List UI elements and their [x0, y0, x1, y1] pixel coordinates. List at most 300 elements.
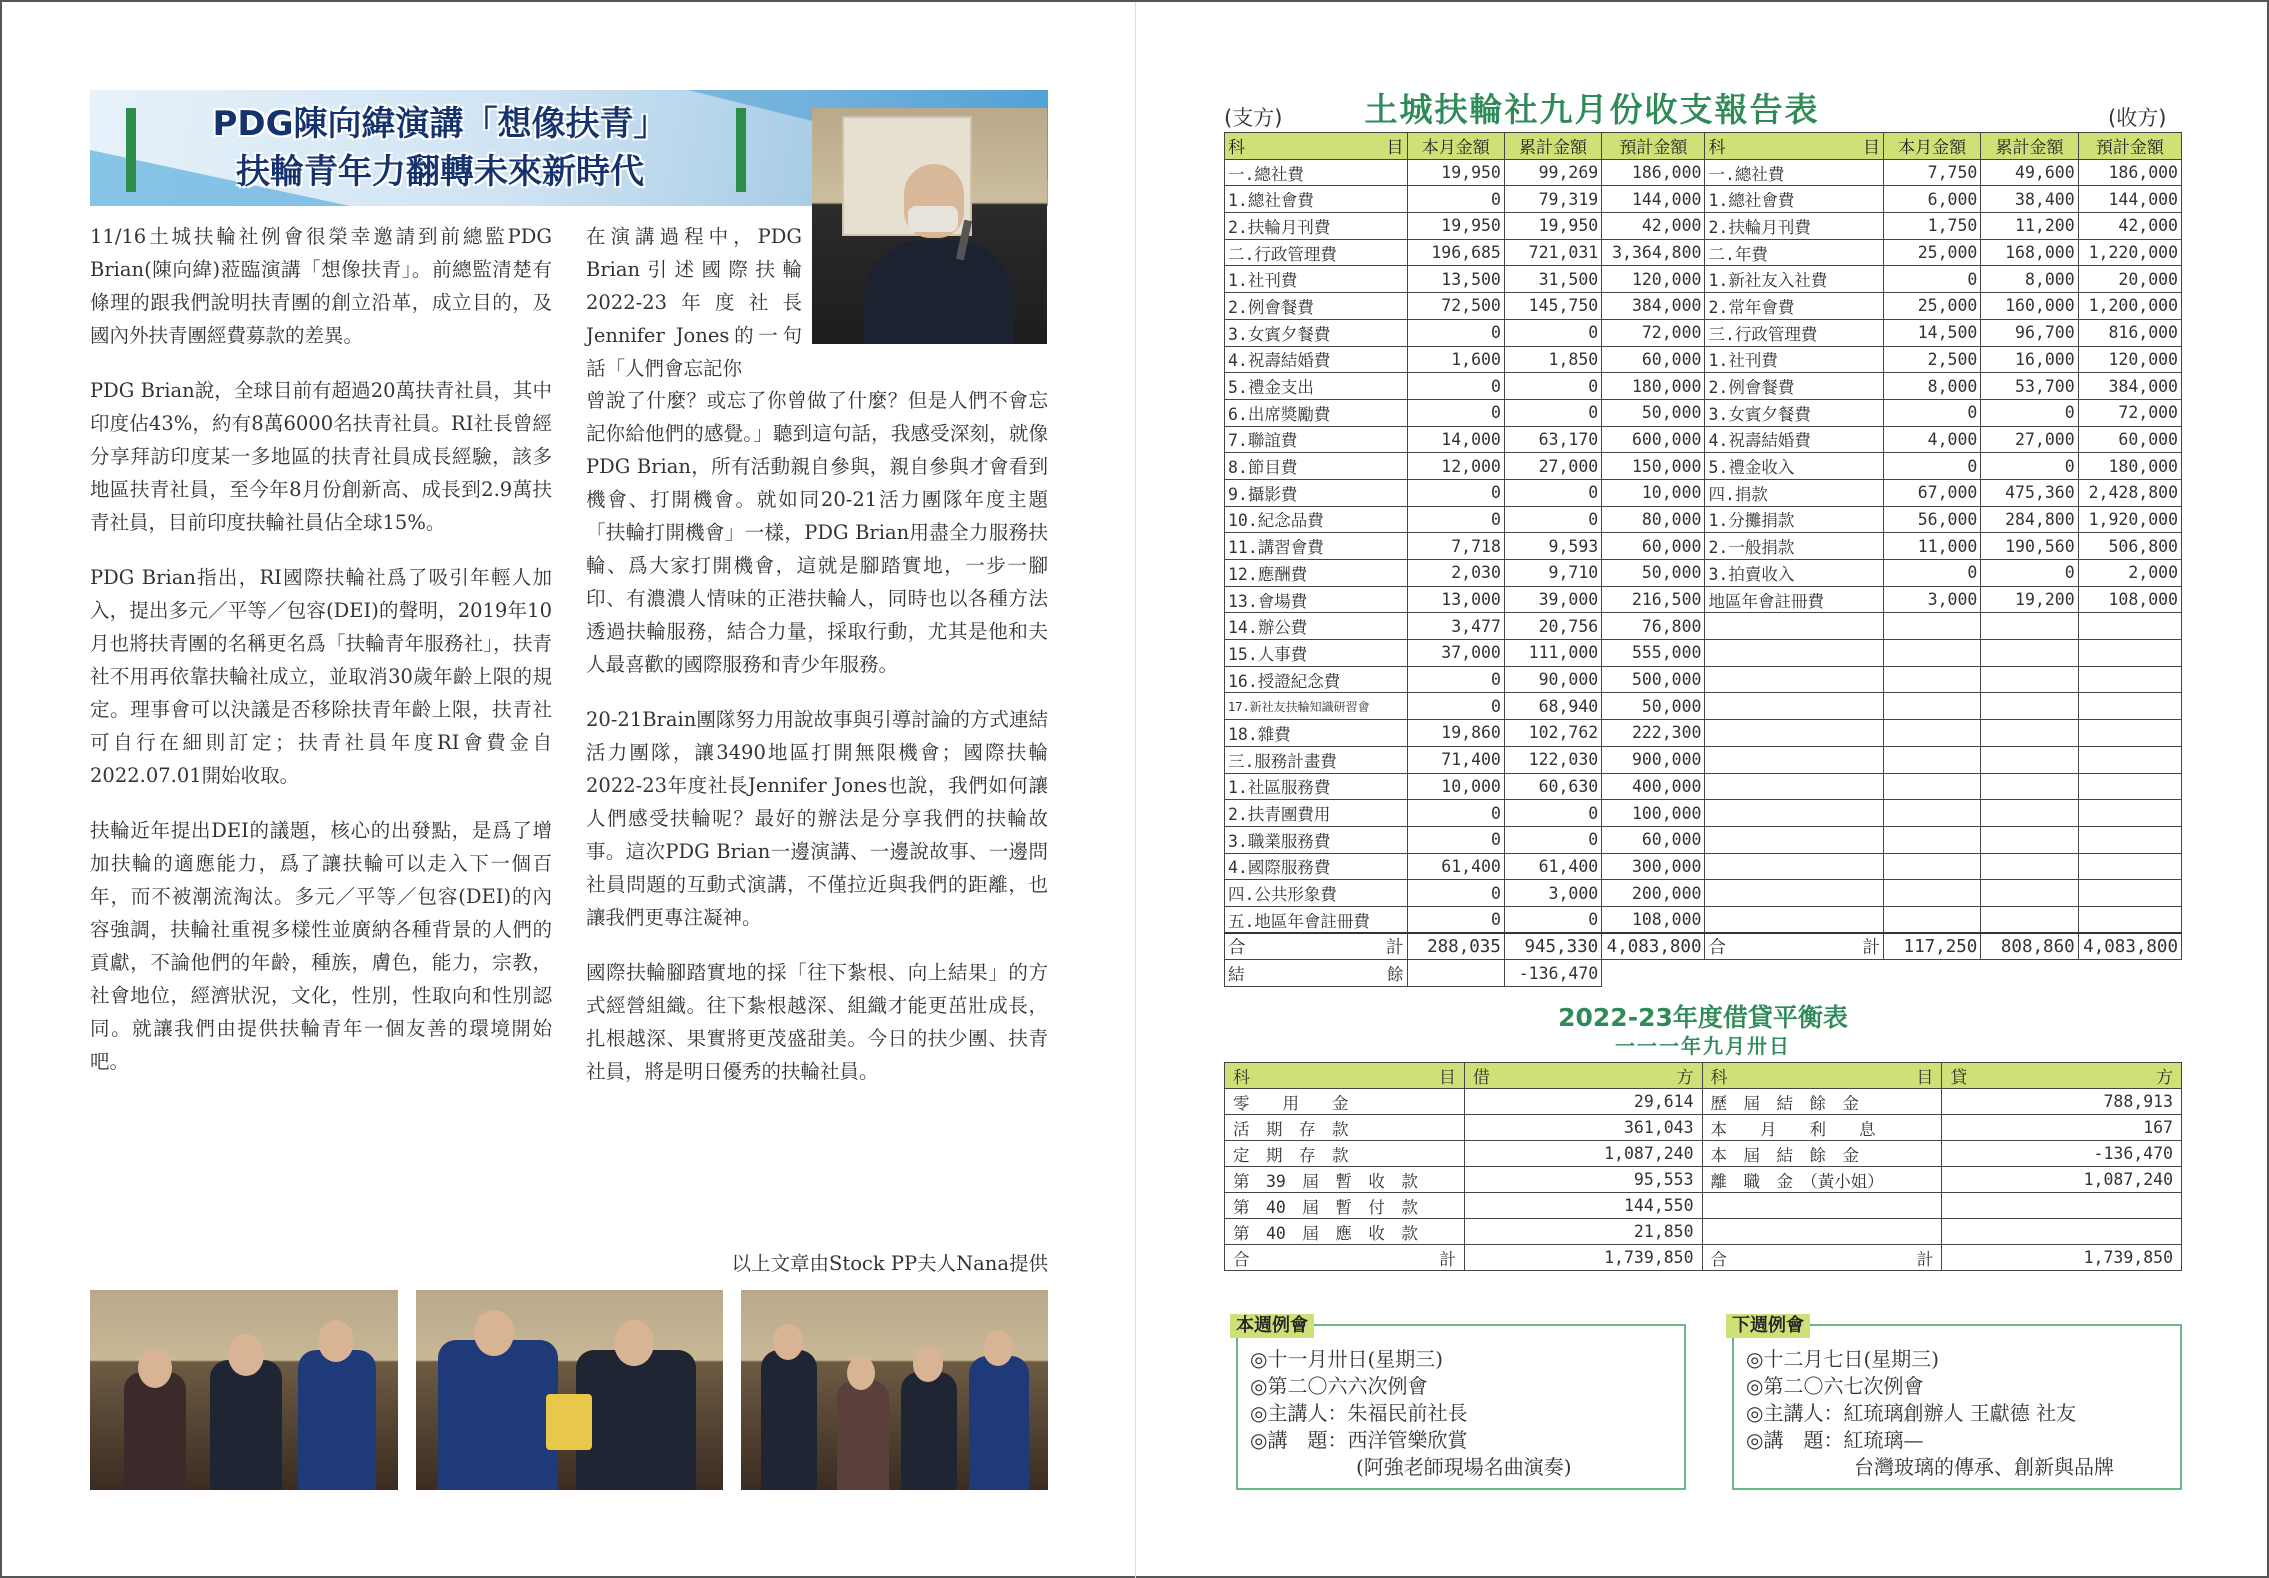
report-amount: 1,850: [1504, 346, 1601, 373]
report-amount: 90,000: [1504, 666, 1601, 693]
report-item-label: 2.例會餐費: [1705, 373, 1883, 400]
report-amount: 61,400: [1504, 853, 1601, 880]
article-title: [150, 100, 730, 196]
report-amount: 122,030: [1504, 746, 1601, 773]
header-credit-b: 方: [2156, 1068, 2173, 1088]
report-amount: 27,000: [1981, 426, 2078, 453]
header-subject-a: 科: [1710, 1068, 1728, 1088]
report-amount: 721,031: [1504, 239, 1601, 266]
report-amount: 102,762: [1504, 720, 1601, 747]
report-amount: 186,000: [1602, 159, 1705, 186]
report-amount: 111,000: [1504, 640, 1601, 667]
report-amount: 61,400: [1407, 853, 1504, 880]
report-item-label: 2.扶輪月刊費: [1705, 213, 1883, 240]
report-item-label: 6.出席獎勵費: [1225, 399, 1408, 426]
report-amount: 2,428,800: [2078, 479, 2181, 506]
article-title-line1: PDG陳向緯演講「想像扶青」: [212, 104, 668, 144]
report-row: [1225, 239, 2182, 266]
report-amount: 3,477: [1407, 613, 1504, 640]
report-row: [1225, 399, 2182, 426]
balance-amount: 788,913: [1942, 1089, 2182, 1115]
report-amount: [2078, 800, 2181, 827]
header-subject-a: 科: [1708, 138, 1726, 159]
event-photo-3: [741, 1290, 1048, 1490]
report-amount: [1883, 720, 1980, 747]
report-row: [1225, 613, 2182, 640]
balance-item-label: 本 月 利 息: [1702, 1115, 1942, 1141]
report-amount: 72,500: [1407, 293, 1504, 320]
header-subject-a: 科: [1228, 138, 1245, 159]
header-subject: [1705, 133, 1883, 160]
balance-amount: [1942, 1193, 2182, 1219]
report-amount: [1981, 906, 2078, 933]
report-amount: 49,600: [1981, 159, 2078, 186]
total-label-b: 計: [1439, 1249, 1456, 1269]
report-item-label: 1.社刊費: [1225, 266, 1408, 293]
balance-total-row: [1225, 1245, 2182, 1271]
report-amount: 168,000: [1981, 239, 2078, 266]
report-amount: 80,000: [1602, 506, 1705, 533]
report-amount: 506,800: [2078, 533, 2181, 560]
empty-cell: [1981, 960, 2078, 987]
report-amount: 180,000: [1602, 373, 1705, 400]
balance-item-label: 活 期 存 款: [1225, 1115, 1465, 1141]
report-amount: 100,000: [1602, 800, 1705, 827]
report-amount: 108,000: [1602, 906, 1705, 933]
report-item-label: 3.女賓夕餐費: [1705, 399, 1883, 426]
report-amount: [2078, 613, 2181, 640]
balance-row: [1225, 1115, 2182, 1141]
meeting-line: ◎十二月七日(星期三): [1746, 1347, 1940, 1371]
person-figure: [761, 1350, 817, 1490]
report-amount: [1981, 853, 2078, 880]
balance-item-label: 第 39 屆 暫 收 款: [1225, 1167, 1465, 1193]
report-item-label: [1705, 693, 1883, 720]
income-expense-table: [1224, 132, 2182, 987]
person-head: [773, 1324, 803, 1360]
article-paragraph: 在演講過程中，PDG Brian引述國際扶輪2022-23年度社長Jennifer Jones的一句話「人們會忘記你: [586, 225, 802, 380]
header-debit: [1464, 1063, 1702, 1089]
total-month-income: 117,250: [1883, 933, 1980, 960]
report-amount: 0: [1407, 319, 1504, 346]
report-item-label: [1705, 800, 1883, 827]
balance-sheet-title: 2022-23年度借貸平衡表: [1558, 1003, 1848, 1032]
report-item-label: 4.祝壽結婚費: [1705, 426, 1883, 453]
total-debit: 1,739,850: [1464, 1245, 1702, 1271]
report-row: [1225, 666, 2182, 693]
meeting-line: ◎講 題：西洋管樂欣賞: [1250, 1428, 1468, 1452]
report-amount: 0: [1504, 506, 1601, 533]
report-item-label: 18.雜費: [1225, 720, 1408, 747]
report-amount: [1981, 800, 2078, 827]
balance-item-label: [1702, 1193, 1942, 1219]
report-amount: 0: [1981, 560, 2078, 587]
report-item-label: 二.年費: [1705, 239, 1883, 266]
total-credit: 1,739,850: [1942, 1245, 2182, 1271]
table-header-row: [1225, 1063, 2182, 1089]
report-amount: 2,500: [1883, 346, 1980, 373]
report-amount: 145,750: [1504, 293, 1601, 320]
report-amount: 42,000: [1602, 213, 1705, 240]
report-amount: 60,000: [1602, 346, 1705, 373]
report-row: [1225, 186, 2182, 213]
report-item-label: 11.講習會費: [1225, 533, 1408, 560]
report-amount: 11,000: [1883, 533, 1980, 560]
report-row: [1225, 426, 2182, 453]
report-row: [1225, 213, 2182, 240]
report-amount: [2078, 880, 2181, 907]
report-row: [1225, 560, 2182, 587]
report-amount: 10,000: [1407, 773, 1504, 800]
report-amount: 190,560: [1981, 533, 2078, 560]
report-amount: 99,269: [1504, 159, 1601, 186]
report-amount: [1883, 800, 1980, 827]
header-month: 本月金額: [1407, 133, 1504, 160]
report-amount: 9,593: [1504, 533, 1601, 560]
report-amount: 50,000: [1602, 693, 1705, 720]
report-body: [1225, 159, 2182, 933]
report-amount: 96,700: [1981, 319, 2078, 346]
report-item-label: [1705, 666, 1883, 693]
report-amount: [1981, 720, 2078, 747]
report-amount: 144,000: [2078, 186, 2181, 213]
report-amount: 27,000: [1504, 453, 1601, 480]
report-item-label: 四.捐款: [1705, 479, 1883, 506]
report-amount: 1,200,000: [2078, 293, 2181, 320]
balance-amount: 21,850: [1464, 1219, 1702, 1245]
balance-amount: [1942, 1219, 2182, 1245]
person-figure: [210, 1360, 282, 1490]
report-amount: [2078, 906, 2181, 933]
report-amount: 500,000: [1602, 666, 1705, 693]
report-item-label: [1705, 826, 1883, 853]
report-item-label: 12.應酬費: [1225, 560, 1408, 587]
balance-amount: -136,470: [1942, 1141, 2182, 1167]
header-subject-b: 目: [1862, 138, 1880, 159]
meeting-line: ◎主講人：朱福民前社長: [1250, 1401, 1468, 1425]
report-amount: 8,000: [1883, 373, 1980, 400]
person-head: [228, 1334, 264, 1376]
report-row: [1225, 533, 2182, 560]
report-amount: 0: [1407, 506, 1504, 533]
total-label-b: 計: [1916, 1249, 1934, 1269]
report-amount: 600,000: [1602, 426, 1705, 453]
report-amount: 3,364,800: [1602, 239, 1705, 266]
report-amount: 1,920,000: [2078, 506, 2181, 533]
report-amount: 37,000: [1407, 640, 1504, 667]
report-amount: 13,000: [1407, 586, 1504, 613]
report-item-label: 1.總社會費: [1225, 186, 1408, 213]
report-amount: 60,000: [2078, 426, 2181, 453]
total-label-b: 計: [1862, 938, 1880, 959]
report-item-label: 3.職業服務費: [1225, 826, 1408, 853]
report-amount: 67,000: [1883, 479, 1980, 506]
report-amount: 79,319: [1504, 186, 1601, 213]
next-week-tag: 下週例會: [1726, 1314, 1810, 1338]
speaker-mask: [908, 206, 958, 232]
report-amount: 0: [1504, 826, 1601, 853]
report-amount: [1883, 826, 1980, 853]
header-subject-a: 科: [1233, 1068, 1250, 1088]
report-amount: 12,000: [1407, 453, 1504, 480]
report-amount: 7,718: [1407, 533, 1504, 560]
report-amount: 1,750: [1883, 213, 1980, 240]
report-amount: [1981, 666, 2078, 693]
balance-item-label: [1702, 1219, 1942, 1245]
report-row: [1225, 640, 2182, 667]
balance-row: [1225, 1167, 2182, 1193]
report-item-label: 3.拍賣收入: [1705, 560, 1883, 587]
table-header-row: [1225, 133, 2182, 160]
balance-sheet-table: [1224, 1062, 2182, 1271]
balance-label-b: 餘: [1387, 965, 1404, 985]
empty-cell: [1705, 960, 1883, 987]
report-amount: 120,000: [1602, 266, 1705, 293]
total-label: [1702, 1245, 1942, 1271]
article-paragraph: PDG Brian說，全球目前有超過20萬扶青社員，其中印度佔43%，約有8萬6000名扶青社員。RI社長曾經分享拜訪印度某一多地區的扶青社員成長經驗，該多地區扶青社員，至今年8月份創新高、成長到2.9萬扶青社員，目前印度扶輪社員佔全球15%。: [90, 379, 552, 534]
speaker-body: [864, 240, 1014, 344]
balance-value: -136,470: [1504, 960, 1601, 987]
report-amount: 400,000: [1602, 773, 1705, 800]
report-item-label: 13.會場費: [1225, 586, 1408, 613]
report-amount: [1883, 693, 1980, 720]
report-amount: 0: [1883, 266, 1980, 293]
article-column-right: [586, 384, 1048, 1110]
report-amount: 160,000: [1981, 293, 2078, 320]
report-item-label: [1705, 746, 1883, 773]
report-item-label: 三.服務計畫費: [1225, 746, 1408, 773]
speaker-photo: [812, 108, 1047, 344]
report-amount: 10,000: [1602, 479, 1705, 506]
report-amount: 475,360: [1981, 479, 2078, 506]
report-amount: 180,000: [2078, 453, 2181, 480]
report-amount: 1,220,000: [2078, 239, 2181, 266]
report-amount: [1883, 746, 1980, 773]
total-budget-income: 4,083,800: [2078, 933, 2181, 960]
total-cum-expense: 945,330: [1504, 933, 1601, 960]
report-amount: 3,000: [1504, 880, 1601, 907]
report-row: [1225, 373, 2182, 400]
report-item-label: 一.總社費: [1225, 159, 1408, 186]
report-item-label: 一.總社費: [1705, 159, 1883, 186]
report-amount: 42,000: [2078, 213, 2181, 240]
report-amount: 60,000: [1602, 533, 1705, 560]
report-amount: 16,000: [1981, 346, 2078, 373]
header-budget: 預計金額: [1602, 133, 1705, 160]
report-amount: 50,000: [1602, 560, 1705, 587]
report-row: [1225, 853, 2182, 880]
report-item-label: [1705, 906, 1883, 933]
report-row: [1225, 506, 2182, 533]
report-amount: [2078, 773, 2181, 800]
total-budget-expense: 4,083,800: [1602, 933, 1705, 960]
person-head: [318, 1320, 354, 1362]
person-head: [983, 1330, 1013, 1366]
report-amount: 384,000: [2078, 373, 2181, 400]
report-amount: 284,800: [1981, 506, 2078, 533]
report-item-label: 3.女賓夕餐費: [1225, 319, 1408, 346]
header-budget: 預計金額: [2078, 133, 2181, 160]
report-amount: 0: [1883, 399, 1980, 426]
report-amount: [1981, 746, 2078, 773]
debit-side-label: (支方): [1224, 106, 1283, 130]
report-amount: [2078, 746, 2181, 773]
meeting-line: ◎十一月卅日(星期三): [1250, 1347, 1444, 1371]
report-amount: 9,710: [1504, 560, 1601, 587]
report-item-label: 1.新社友入社費: [1705, 266, 1883, 293]
report-item-label: 10.紀念品費: [1225, 506, 1408, 533]
balance-amount: 361,043: [1464, 1115, 1702, 1141]
person-figure: [438, 1340, 558, 1490]
report-item-label: 四.公共形象費: [1225, 880, 1408, 907]
report-amount: 222,300: [1602, 720, 1705, 747]
header-subject-b: 目: [1438, 1068, 1456, 1088]
report-amount: 25,000: [1883, 293, 1980, 320]
banner-bar-right: [736, 108, 746, 192]
report-amount: 186,000: [2078, 159, 2181, 186]
person-figure: [837, 1380, 889, 1490]
person-figure: [969, 1356, 1029, 1490]
report-amount: 4,000: [1883, 426, 1980, 453]
article-column-left: [90, 220, 552, 1100]
report-item-label: 2.扶青團費用: [1225, 800, 1408, 827]
report-amount: 71,400: [1407, 746, 1504, 773]
header-subject: [1702, 1063, 1942, 1089]
report-total-row: [1225, 933, 2182, 960]
balance-item-label: 第 40 屆 暫 付 款: [1225, 1193, 1465, 1219]
meeting-line: ◎講 題：紅琉璃—: [1746, 1428, 1924, 1452]
report-amount: [1981, 826, 2078, 853]
report-amount: 38,400: [1981, 186, 2078, 213]
report-amount: 50,000: [1602, 399, 1705, 426]
balance-item-label: 離 職 金 （黃小姐）: [1702, 1167, 1942, 1193]
report-amount: [1981, 693, 2078, 720]
report-balance-row: [1225, 960, 2182, 987]
total-label-a: 合: [1710, 1249, 1728, 1269]
report-amount: 216,500: [1602, 586, 1705, 613]
report-amount: 14,000: [1407, 426, 1504, 453]
report-row: [1225, 159, 2182, 186]
balance-amount: 95,553: [1464, 1167, 1702, 1193]
person-figure: [901, 1372, 957, 1490]
report-item-label: 五.地區年會註冊費: [1225, 906, 1408, 933]
report-amount: [2078, 693, 2181, 720]
report-amount: [2078, 853, 2181, 880]
report-amount: 39,000: [1504, 586, 1601, 613]
report-amount: 60,630: [1504, 773, 1601, 800]
report-amount: [1883, 853, 1980, 880]
report-amount: 2,000: [2078, 560, 2181, 587]
report-amount: 76,800: [1602, 613, 1705, 640]
balance-item-label: 本 屆 結 餘 金: [1702, 1141, 1942, 1167]
pennant: [546, 1394, 592, 1450]
total-label-a: 合: [1228, 938, 1246, 959]
total-month-expense: 288,035: [1407, 933, 1504, 960]
report-row: [1225, 800, 2182, 827]
report-amount: 300,000: [1602, 853, 1705, 880]
report-item-label: [1705, 853, 1883, 880]
empty-cell: [1407, 960, 1504, 987]
report-amount: [1981, 880, 2078, 907]
empty-cell: [1602, 960, 1705, 987]
report-row: [1225, 826, 2182, 853]
report-amount: [1883, 666, 1980, 693]
balance-row: [1225, 1219, 2182, 1245]
report-row: [1225, 746, 2182, 773]
total-label-a: 合: [1233, 1249, 1250, 1269]
report-amount: 0: [1504, 906, 1601, 933]
report-item-label: 4.國際服務費: [1225, 853, 1408, 880]
report-amount: 68,940: [1504, 693, 1601, 720]
balance-row: [1225, 1193, 2182, 1219]
report-item-label: 1.總社會費: [1705, 186, 1883, 213]
total-label-b: 計: [1386, 938, 1404, 959]
report-row: [1225, 906, 2182, 933]
report-amount: 19,860: [1407, 720, 1504, 747]
report-amount: [1883, 613, 1980, 640]
report-row: [1225, 720, 2182, 747]
report-amount: [2078, 720, 2181, 747]
event-photo-1: [90, 1290, 398, 1490]
report-amount: 8,000: [1981, 266, 2078, 293]
balance-row: [1225, 1141, 2182, 1167]
report-item-label: 4.祝壽結婚費: [1225, 346, 1408, 373]
person-figure: [298, 1350, 376, 1490]
article-paragraph: 20-21Brain團隊努力用說故事與引導討論的方式連結活力團隊，讓3490地區打開無限機會；國際扶輪2022-23年度社長Jennifer Jones也說，我們如何讓人們感受扶輪呢？最好的辦法是分享我們的扶輪故事。這次PDG Brian一邊演講、一邊說故事、一邊問社員問題的互動式演講，不僅拉近與我們的距離，也讓我們更專注凝神。: [586, 708, 1048, 929]
balance-amount: 1,087,240: [1942, 1167, 2182, 1193]
report-item-label: 17.新社友扶輪知識研習會: [1225, 693, 1408, 720]
report-item-label: 1.社刊費: [1705, 346, 1883, 373]
report-amount: 19,200: [1981, 586, 2078, 613]
report-row: [1225, 586, 2182, 613]
report-item-label: 5.禮金支出: [1225, 373, 1408, 400]
balance-label-a: 結: [1228, 965, 1245, 985]
report-row: [1225, 479, 2182, 506]
report-amount: 11,200: [1981, 213, 2078, 240]
report-amount: 6,000: [1883, 186, 1980, 213]
report-item-label: 5.禮金收入: [1705, 453, 1883, 480]
balance-item-label: 歷 屆 結 餘 金: [1702, 1089, 1942, 1115]
report-amount: 1,600: [1407, 346, 1504, 373]
report-amount: 384,000: [1602, 293, 1705, 320]
balance-item-label: 零 用 金: [1225, 1089, 1465, 1115]
report-amount: 14,500: [1883, 319, 1980, 346]
report-amount: 120,000: [2078, 346, 2181, 373]
meeting-line: ◎第二〇六七次例會: [1746, 1374, 1924, 1398]
header-subject-b: 目: [1386, 138, 1404, 159]
report-amount: [1981, 613, 2078, 640]
report-amount: 56,000: [1883, 506, 1980, 533]
article-column-right-top: [586, 220, 802, 385]
report-amount: 108,000: [2078, 586, 2181, 613]
article-paragraph: 11/16土城扶輪社例會很榮幸邀請到前總監PDG Brian(陳向緯)蒞臨演講「想像扶青」。前總監清楚有條理的跟我們說明扶青團的創立沿革，成立目的，及國內外扶青團經費募款的差異。: [90, 225, 552, 347]
balance-label: [1225, 960, 1408, 987]
report-amount: 2,030: [1407, 560, 1504, 587]
person-head: [847, 1356, 875, 1390]
report-amount: 0: [1504, 319, 1601, 346]
report-amount: 19,950: [1504, 213, 1601, 240]
header-credit: [1942, 1063, 2182, 1089]
balance-item-label: 第 40 屆 應 收 款: [1225, 1219, 1465, 1245]
balance-amount: 29,614: [1464, 1089, 1702, 1115]
report-item-label: 二.行政管理費: [1225, 239, 1408, 266]
person-head: [913, 1346, 943, 1382]
balance-amount: 167: [1942, 1115, 2182, 1141]
total-cum-income: 808,860: [1981, 933, 2078, 960]
report-amount: 196,685: [1407, 239, 1504, 266]
report-amount: 13,500: [1407, 266, 1504, 293]
header-credit-a: 貸: [1950, 1068, 1968, 1088]
